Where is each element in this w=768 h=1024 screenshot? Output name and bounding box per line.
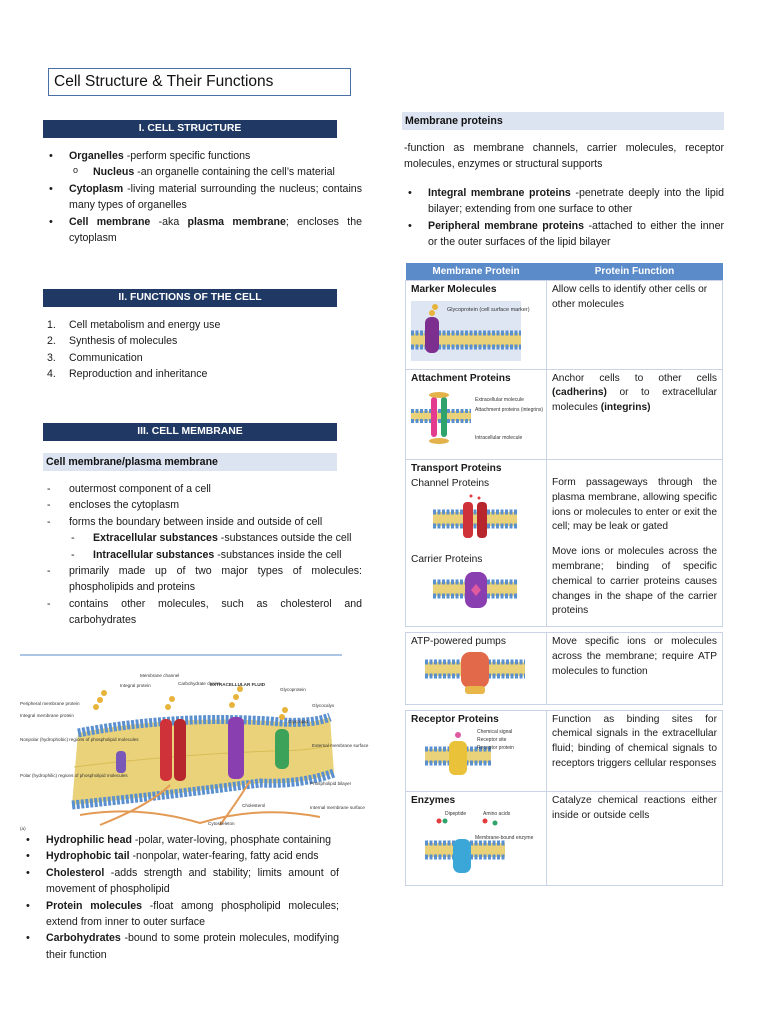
list-item: 2. Synthesis of molecules <box>47 335 178 348</box>
label-glycoprotein: Glycoprotein <box>280 687 306 692</box>
label-extracellular-molecule: Extracellular molecule <box>475 397 524 404</box>
label-extracellular-fluid: EXTRACELLULAR FLUID <box>210 682 266 687</box>
table-cell <box>547 460 723 627</box>
section-header-cell-structure: I. CELL STRUCTURE <box>43 120 337 138</box>
table-cell <box>406 460 547 627</box>
label-cytoskeleton: Cytoskeleton <box>208 821 235 826</box>
table-cell: Allow cells to identify other cells or other molecules <box>547 281 723 370</box>
list-item: 4. Reproduction and inheritance <box>47 368 208 381</box>
label-nonpolar: Nonpolar (hydrophobic) regions of phospholipid molecules <box>20 737 139 742</box>
row-title-transport: Transport Proteins <box>411 463 502 475</box>
row-title-receptor: Receptor Proteins <box>411 713 499 725</box>
table-cell: Move specific ions or molecules across the membrane; require ATP molecules to function <box>547 633 723 705</box>
list-item: • Integral membrane proteins -penetrate deeply into the lipid bilayer; extending from one surface to other <box>404 185 724 218</box>
membrane-protein-table <box>405 263 723 886</box>
label-receptor-protein: Receptor protein <box>477 745 514 752</box>
list-item: • Hydrophobic tail -nonpolar, water-fearing, fatty acid ends <box>22 848 339 864</box>
page-title: Cell Structure & Their Functions <box>48 68 351 96</box>
enzyme-illustration <box>411 809 541 877</box>
label-glycolipid: Glycolipid <box>288 719 308 724</box>
label-carbohydrate-chains: Carbohydrate chains <box>178 681 221 686</box>
label-amino-acids: Amino acids <box>483 810 511 817</box>
label-receptor-site: Receptor site <box>477 737 507 744</box>
functions-list <box>45 317 362 383</box>
row-title-marker: Marker Molecules <box>411 284 497 295</box>
row-title-attachment: Attachment Proteins <box>411 372 511 384</box>
label-glycoprotein-marker: Glycoprotein (cell surface marker) <box>447 306 530 313</box>
list-item: - forms the boundary between inside and outside of cell - Extracellular substances -substances outside the cell - Intracellular substances -substances inside the cell <box>45 514 362 563</box>
cell-membrane-diagram <box>20 655 369 835</box>
label-channel-proteins: Channel Proteins <box>411 477 490 489</box>
row-title-enzymes: Enzymes <box>411 795 456 807</box>
label-phospholipid-bilayer: Phospholipid bilayer <box>310 781 352 786</box>
table-row <box>406 792 723 886</box>
label-external-surface: External membrane surface <box>312 743 369 748</box>
subheader-membrane-proteins: Membrane proteins <box>402 112 724 130</box>
column-header-membrane-protein: Membrane Protein <box>406 263 547 281</box>
label-chemical-signal: Chemical signal <box>477 729 513 736</box>
subheader-cell-membrane: Cell membrane/plasma membrane <box>43 453 337 471</box>
receptor-protein-illustration <box>411 727 541 783</box>
carrier-protein-function: Move ions or molecules across the membrane; binding of specific chemical to carrier proteins causes changes in the shape of the carrier proteins <box>552 546 717 617</box>
membrane-proteins-list <box>404 185 724 251</box>
label-membrane-channel: Membrane channel <box>140 673 180 678</box>
label-cholesterol: Cholesterol <box>242 803 266 808</box>
attachment-protein-illustration <box>411 389 544 451</box>
label-dipeptide: Dipeptide <box>445 810 467 817</box>
list-item: 3. Communication <box>47 351 143 364</box>
table-header-row <box>406 263 723 281</box>
list-item: - Intracellular substances -substances inside the cell <box>69 547 362 563</box>
table-row <box>406 710 723 792</box>
marker-molecule-illustration <box>411 301 530 361</box>
cell-structure-list <box>45 148 362 246</box>
carrier-protein-illustration <box>411 568 531 618</box>
table-row <box>406 460 723 627</box>
list-item: • Organelles -perform specific functions o Nucleus -an organelle containing the cell’s material <box>45 148 362 181</box>
column-header-protein-function: Protein Function <box>547 263 723 281</box>
table-cell <box>406 633 547 705</box>
list-item: • Peripheral membrane proteins -attached to either the inner or the outer surfaces of the lipid bilayer <box>404 218 724 251</box>
table-row <box>406 281 723 370</box>
section-header-functions: II. FUNCTIONS OF THE CELL <box>43 289 337 307</box>
label-intracellular-molecule: Intracellular molecule <box>475 435 523 442</box>
table-row <box>406 369 723 460</box>
label-glycocalyx: Glycocalyx <box>312 703 335 708</box>
list-item: - contains other molecules, such as cholesterol and carbohydrates <box>45 596 362 629</box>
list-item: - Extracellular substances -substances outside the cell <box>69 530 362 546</box>
label-peripheral: Peripheral membrane protein <box>20 701 80 706</box>
table-cell <box>406 281 547 370</box>
membrane-diagram-illustration <box>20 655 369 835</box>
channel-protein-function: Form passageways through the plasma membrane, allowing specific ions or molecules to enter or exit the cell; may be leak or gated <box>552 477 717 533</box>
membrane-proteins-intro: -function as membrane channels, carrier molecules, receptor molecules, enzymes or structural supports <box>404 142 724 171</box>
list-item: • Hydrophilic head -polar, water-loving, phosphate containing <box>22 832 339 848</box>
table-cell: Function as binding sites for chemical signals in the extracellular fluid; binding of chemical signals to receptors triggers cellular responses <box>547 710 723 792</box>
list-item: • Protein molecules -float among phospholipid molecules; extend from inner to outer surface <box>22 898 339 931</box>
label-integral-protein: Integral protein <box>120 683 151 688</box>
table-cell <box>406 792 547 886</box>
label-membrane-bound-enzyme: Membrane-bound enzyme <box>475 834 534 841</box>
membrane-components-list <box>22 832 339 963</box>
label-attachment-proteins: Attachment proteins (integrins) <box>475 407 544 414</box>
table-row <box>406 633 723 705</box>
channel-protein-illustration <box>411 492 531 548</box>
section-header-cell-membrane: III. CELL MEMBRANE <box>43 423 337 441</box>
table-cell <box>406 369 547 460</box>
list-item: - primarily made up of two major types of molecules: phospholipids and proteins <box>45 563 362 596</box>
table-cell <box>406 710 547 792</box>
label-carrier-proteins: Carrier Proteins <box>411 554 483 566</box>
label-integral-membrane: Integral membrane protein <box>20 713 74 718</box>
label-internal-surface: Internal membrane surface <box>310 805 365 810</box>
table-cell: Catalyze chemical reactions either inside or outside cells <box>547 792 723 886</box>
row-title-atp: ATP-powered pumps <box>411 636 506 648</box>
label-polar: Polar (hydrophilic) regions of phospholipid molecules <box>20 773 128 778</box>
list-item: - encloses the cytoplasm <box>45 497 362 513</box>
cell-membrane-list <box>45 481 362 629</box>
list-item: o Nucleus -an organelle containing the cell’s material <box>69 164 362 180</box>
atp-pump-illustration <box>411 650 531 696</box>
list-item: • Cholesterol -adds strength and stability; limits amount of movement of phospholipid <box>22 865 339 898</box>
label-fig: (a) <box>20 826 26 831</box>
list-item: - outermost component of a cell <box>45 481 362 497</box>
list-item: • Cytoplasm -living material surrounding the nucleus; contains many types of organelles <box>45 181 362 214</box>
list-item: 1. Cell metabolism and energy use <box>47 319 221 331</box>
list-item: • Cell membrane -aka plasma membrane; encloses the cytoplasm <box>45 214 362 247</box>
table-cell: Anchor cells to other cells (cadherins) or to extracellular molecules (integrins) <box>547 369 723 460</box>
list-item: • Carbohydrates -bound to some protein molecules, modifying their function <box>22 930 339 963</box>
